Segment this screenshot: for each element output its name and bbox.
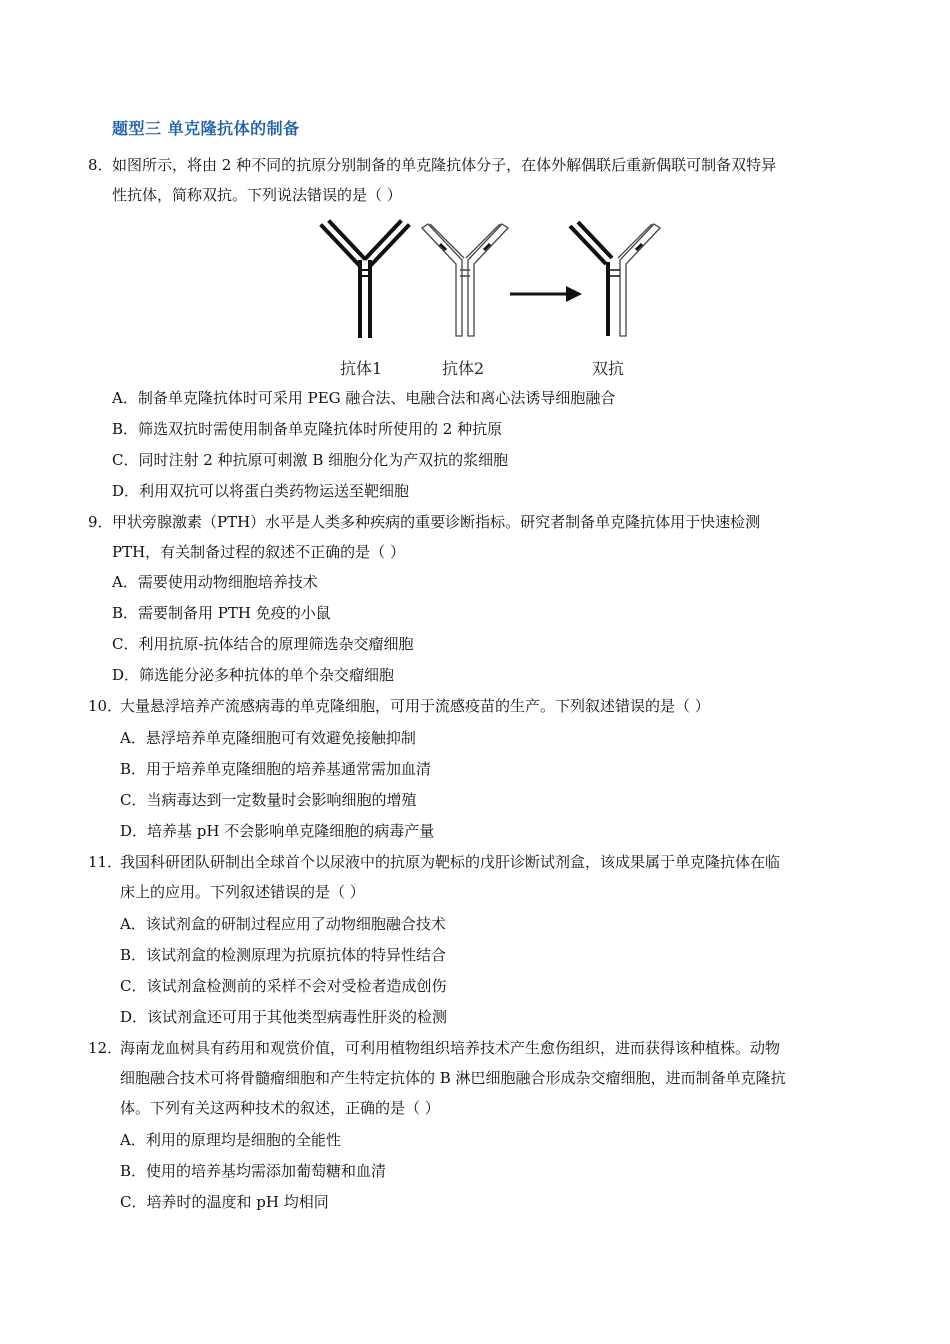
question-10-option-c: C．当病毒达到一定数量时会影响细胞的增殖 — [120, 791, 417, 809]
question-11-text-line1: 我国科研团队研制出全球首个以尿液中的抗原为靶标的戊肝诊断试剂盒，该成果属于单克隆抗体在临 — [120, 853, 781, 871]
question-11-option-b: B．该试剂盒的检测原理为抗原抗体的特异性结合 — [120, 946, 447, 964]
antibody-1-shape — [322, 222, 408, 336]
question-12-option-c: C．培养时的温度和 pH 均相同 — [120, 1193, 329, 1211]
bispecific-antibody-shape — [570, 222, 660, 336]
question-11-number: 11． — [88, 853, 123, 871]
question-10-option-a: A．悬浮培养单克隆细胞可有效避免接触抑制 — [120, 729, 416, 747]
arrow-right-icon — [510, 286, 582, 302]
question-9-number: 9． — [88, 513, 113, 531]
question-12-text-line1: 海南龙血树具有药用和观赏价值，可利用植物组织培养技术产生愈伤组织，进而获得该种植株。动物 — [120, 1039, 781, 1057]
antibody-2-shape — [422, 224, 508, 336]
question-11-option-d: D．该试剂盒还可用于其他类型病毒性肝炎的检测 — [120, 1008, 448, 1026]
question-8-option-b: B．筛选双抗时需使用制备单克隆抗体时所使用的 2 种抗原 — [112, 420, 503, 438]
question-12-number: 12． — [88, 1039, 123, 1057]
figure-label-bispecific: 双抗 — [592, 359, 625, 378]
question-8-option-d: D．利用双抗可以将蛋白类药物运送至靶细胞 — [112, 482, 410, 500]
question-11-option-a: A．该试剂盒的研制过程应用了动物细胞融合技术 — [120, 915, 446, 933]
question-9-text-line2: PTH，有关制备过程的叙述不正确的是（ ） — [112, 543, 405, 561]
question-8-option-c: C．同时注射 2 种抗原可刺激 B 细胞分化为产双抗的浆细胞 — [112, 451, 509, 469]
question-10-number: 10． — [88, 697, 123, 715]
question-9-option-c: C．利用抗原-抗体结合的原理筛选杂交瘤细胞 — [112, 635, 414, 653]
question-9-option-b: B．需要制备用 PTH 免疫的小鼠 — [112, 604, 331, 622]
question-11-text-line2: 床上的应用。下列叙述错误的是（ ） — [120, 883, 365, 901]
section-title: 题型三 单克隆抗体的制备 — [112, 119, 300, 138]
question-12-option-b: B．使用的培养基均需添加葡萄糖和血清 — [120, 1162, 387, 1180]
question-10-text-line1: 大量悬浮培养产流感病毒的单克隆细胞，可用于流感疫苗的生产。下列叙述错误的是（ ） — [120, 697, 710, 715]
question-10-option-d: D．培养基 pH 不会影响单克隆细胞的病毒产量 — [120, 822, 435, 840]
antibody-figure — [300, 212, 680, 384]
figure-label-antibody-1: 抗体1 — [340, 359, 383, 378]
question-9-option-a: A．需要使用动物细胞培养技术 — [112, 573, 318, 591]
question-8-option-a: A．制备单克隆抗体时可采用 PEG 融合法、电融合法和离心法诱导细胞融合 — [112, 389, 616, 407]
figure-label-antibody-2: 抗体2 — [442, 359, 485, 378]
question-12-option-a: A．利用的原理均是细胞的全能性 — [120, 1131, 341, 1149]
question-12-text-line3: 体。下列有关这两种技术的叙述，正确的是（ ） — [120, 1099, 440, 1117]
question-8-text-line1: 如图所示，将由 2 种不同的抗原分别制备的单克隆抗体分子，在体外解偶联后重新偶联可制备双特异 — [112, 156, 777, 174]
question-12-text-line2: 细胞融合技术可将骨髓瘤细胞和产生特定抗体的 B 淋巴细胞融合形成杂交瘤细胞，进而制备单克隆抗 — [120, 1069, 786, 1087]
question-9-text-line1: 甲状旁腺激素（PTH）水平是人类多种疾病的重要诊断指标。研究者制备单克隆抗体用于快速检测 — [112, 513, 761, 531]
question-9-option-d: D．筛选能分泌多种抗体的单个杂交瘤细胞 — [112, 666, 395, 684]
question-11-option-c: C．该试剂盒检测前的采样不会对受检者造成创伤 — [120, 977, 447, 995]
question-8-text-line2: 性抗体，简称双抗。下列说法错误的是（ ） — [112, 186, 402, 204]
question-8-number: 8． — [88, 156, 113, 174]
question-10-option-b: B．用于培养单克隆细胞的培养基通常需加血清 — [120, 760, 432, 778]
